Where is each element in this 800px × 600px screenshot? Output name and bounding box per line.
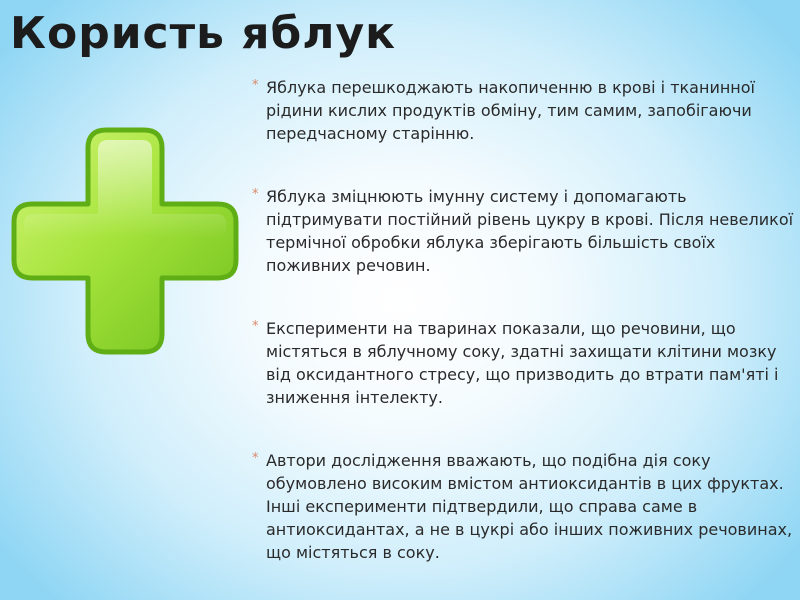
bullet-item xyxy=(250,317,798,409)
bullet-text: Експерименти на тваринах показали, що речовини, що містяться в яблучному соку, здатні захищати клітини мозку від оксидантного стресу, що призводить до втрати пам'яті і зниження інтелекту. xyxy=(266,319,779,407)
bullet-item xyxy=(250,185,798,277)
bullet-text: Автори дослідження вважають, що подібна дія соку обумовлено високим вмістом антиоксидантів в цих фруктах. Інші експерименти підтвердили, що справа саме в антиоксидантах, а не в цукрі або інших поживних речовинах, що містяться в соку. xyxy=(266,451,793,562)
bullet-list xyxy=(250,76,798,564)
bullet-marker: * xyxy=(252,78,259,93)
bullet-text: Яблука перешкоджають накопиченню в крові і тканинної рідини кислих продуктів обміну, тим самим, запобігаючи передчасному старінню. xyxy=(266,78,755,143)
bullet-marker: * xyxy=(252,319,259,334)
bullet-text: Яблука зміцнюють імунну систему і допомагають підтримувати постійний рівень цукру в крові. Після невеликої термічної обробки яблука зберігають більшість своїх поживних речовин. xyxy=(266,187,794,275)
slide-title: Користь яблук xyxy=(10,8,396,59)
bullet-item xyxy=(250,449,798,564)
bullet-item xyxy=(250,76,798,145)
bullet-marker: * xyxy=(252,187,259,202)
bullet-marker: * xyxy=(252,451,259,466)
green-plus-icon xyxy=(10,126,240,356)
